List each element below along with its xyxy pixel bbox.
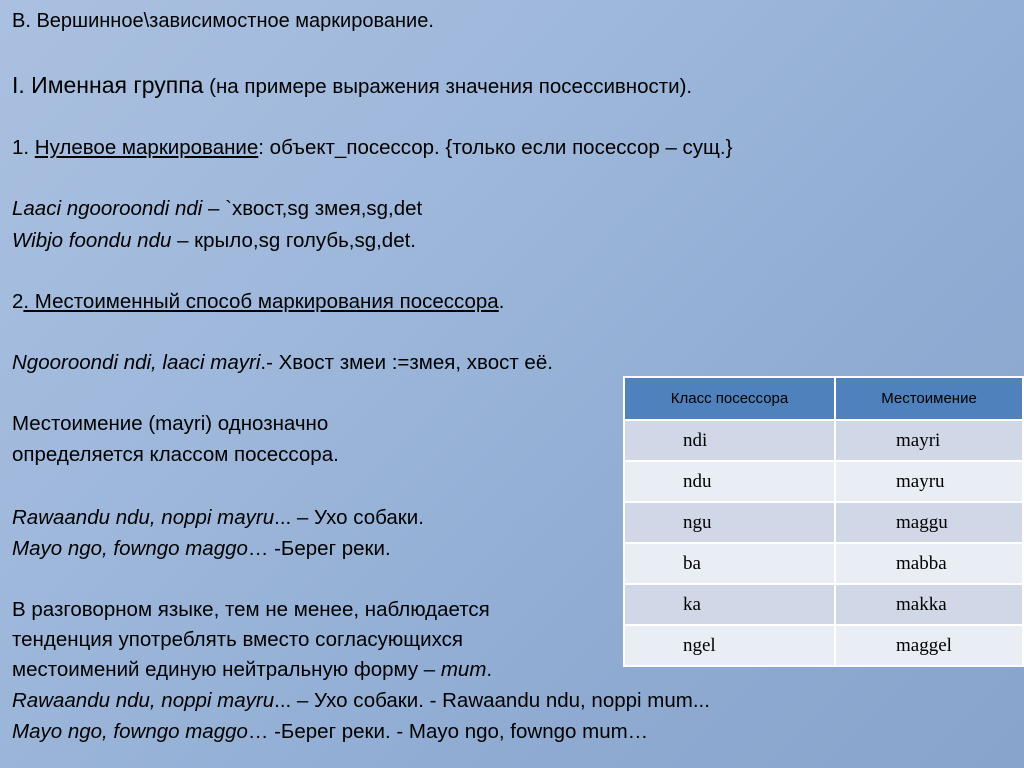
header-possessor-class: Класс посессора bbox=[624, 377, 835, 420]
example-1-gloss: – `хвост,sg змея,sg,det bbox=[202, 197, 423, 220]
example-5 bbox=[12, 537, 391, 561]
example-2 bbox=[12, 229, 416, 253]
pronoun-cell: mayri bbox=[835, 420, 1023, 461]
pronoun-cell: mayru bbox=[835, 461, 1023, 502]
table-header-row bbox=[624, 377, 1023, 420]
point-2-num: 2 bbox=[12, 290, 24, 313]
example-7 bbox=[12, 720, 648, 744]
table-row bbox=[624, 461, 1023, 502]
example-5-gloss: … -Берег реки. bbox=[247, 537, 391, 560]
table-row bbox=[624, 420, 1023, 461]
para-1-line-2: определяется классом посессора. bbox=[12, 443, 339, 466]
pronoun-cell: mabba bbox=[835, 543, 1023, 584]
pronoun-cell: maggel bbox=[835, 625, 1023, 666]
example-6-text: Rawaandu ndu, noppi mayru bbox=[12, 689, 275, 712]
example-5-text: Mayo ngo, fowngo maggo bbox=[12, 537, 248, 560]
para-2-line-3 bbox=[12, 658, 492, 682]
para-2-line-3-end: . bbox=[486, 658, 493, 681]
para-2-line-1: В разговорном языке, тем не менее, наблюдается bbox=[12, 598, 490, 621]
section-title-main: I. Именная группа bbox=[12, 72, 204, 98]
example-2-gloss: – крыло,sg голубь,sg,det. bbox=[171, 229, 416, 252]
point-1-num: 1. bbox=[12, 136, 35, 159]
slide-heading: B. Вершинное\зависимостное маркирование. bbox=[12, 10, 434, 32]
example-4 bbox=[12, 506, 424, 530]
example-1-text: Laaci ngooroondi ndi bbox=[12, 197, 203, 220]
section-title bbox=[12, 73, 692, 99]
class-cell: ndi bbox=[624, 420, 835, 461]
example-6 bbox=[12, 689, 710, 713]
point-2 bbox=[12, 290, 504, 314]
class-cell: ngu bbox=[624, 502, 835, 543]
point-1-label: Нулевое маркирование bbox=[34, 136, 259, 159]
example-2-text: Wibjo foondu ndu bbox=[12, 229, 172, 252]
para-2-line-3-text: местоимений единую нейтральную форму – bbox=[12, 658, 441, 681]
neutral-form: mum bbox=[440, 658, 487, 681]
point-1-rest: : объект_посессор. {только если посессор – сущ.} bbox=[258, 136, 733, 159]
para-2-line-2: тенденция употреблять вместо согласующихся bbox=[12, 628, 463, 651]
example-3-text: Ngooroondi ndi, laaci mayri bbox=[12, 351, 261, 374]
example-4-text: Rawaandu ndu, noppi mayru bbox=[12, 506, 275, 529]
class-cell: ba bbox=[624, 543, 835, 584]
section-title-note: (на примере выражения значения посессивности). bbox=[203, 75, 693, 98]
pronoun-cell: makka bbox=[835, 584, 1023, 625]
pronoun-cell: maggu bbox=[835, 502, 1023, 543]
point-2-label: . Местоименный способ маркирования посессора bbox=[23, 290, 499, 313]
example-1 bbox=[12, 197, 422, 221]
example-3 bbox=[12, 351, 553, 375]
table-row bbox=[624, 625, 1023, 666]
example-3-gloss: .- Хвост змеи :=змея, хвост её. bbox=[260, 351, 553, 374]
header-pronoun: Местоимение bbox=[835, 377, 1023, 420]
example-4-gloss: ... – Ухо собаки. bbox=[274, 506, 424, 529]
example-7-text: Mayo ngo, fowngo maggo bbox=[12, 720, 248, 743]
table-row bbox=[624, 584, 1023, 625]
possessor-class-table bbox=[623, 376, 1024, 667]
point-1 bbox=[12, 136, 732, 160]
class-cell: ka bbox=[624, 584, 835, 625]
example-7-gloss: … -Берег реки. - Mayo ngo, fowngo mum… bbox=[247, 720, 649, 743]
class-cell: ngel bbox=[624, 625, 835, 666]
table-row bbox=[624, 543, 1023, 584]
para-1-line-1: Местоимение (mayri) однозначно bbox=[12, 412, 329, 435]
table-row bbox=[624, 502, 1023, 543]
class-cell: ndu bbox=[624, 461, 835, 502]
point-2-end: . bbox=[498, 290, 505, 313]
example-6-gloss: ... – Ухо собаки. - Rawaandu ndu, noppi mum... bbox=[274, 689, 710, 712]
